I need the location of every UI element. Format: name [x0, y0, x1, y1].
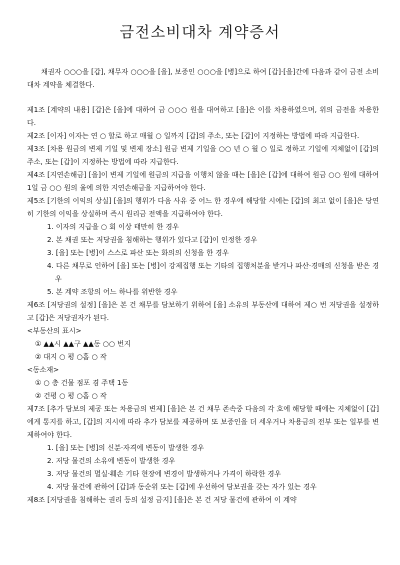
document-title: 금전소비대차 계약증서 [119, 23, 281, 41]
article-7-item: 4. 저당 물건에 관하여 [갑]과 동순위 또는 [갑]에 우선하여 담보권을 갖는 자가 있는 경우 [47, 483, 317, 491]
article-2: 제2조 [이자] 이자는 연 ○ 할로 하고 매월 ○ 일까지 [갑]의 주소, 또는 [갑]이 지정하는 방법에 따라 지급한다. [27, 132, 360, 140]
article-7-item: 2. 저당 물건의 소유에 변동이 발생한 경우 [47, 457, 176, 465]
article-5-item: 3. [을] 또는 [병]이 스스로 파산 또는 화의의 신청을 한 경우 [47, 249, 229, 257]
article-8: 제8조 [저당권을 침해하는 권리 등의 설정 금지] [을]은 본 건 저당 물건에 관하여 이 계약 [27, 496, 297, 504]
property-line: ② 대지 ○ 평 ○홉 ○ 작 [35, 353, 107, 361]
article-3: 제3조 [차용 원금의 변제 기일 및 변제 장소] 원금 변제 기일을 ○○ 년 ○ 월 ○ 일로 정하고 기일에 지체없이 [갑]의 주소, 또는 [갑]이 지정하는 방법에 따라 지급한다. [27, 145, 379, 166]
article-7: 제7조 [추가 담보의 제공 또는 차용금의 변제] [을]은 본 건 채무 존속중 다음의 각 호에 해당할 때에는 지체없이 [갑]에게 통지를 하고, [갑]의 지시에 따라 추가 담보를 제공하며 또 보증인을 더 세우거나 차용금의 전부 또는 일부를 변제하여야 한다. [27, 405, 379, 439]
building-line: ① ○ 층 건물 점포 겸 주택 1동 [35, 379, 129, 387]
intro-paragraph: 채권자 ○○○을 [갑], 채무자 ○○○을 [을], 보증인 ○○○을 [병]으로 하여 [갑]·[을]간에 다음과 같이 금전 소비대차 계약을 체결한다. [27, 68, 379, 89]
document-body [27, 66, 379, 507]
article-5-item: 2. 본 채권 또는 저당권을 침해하는 행위가 있다고 [갑]이 인정한 경우 [47, 236, 258, 244]
article-5-item: 4. 다른 채무로 인하여 [을] 또는 [병]이 강제집행 또는 기타의 집행처분을 받거나 파산·경매의 신청을 받은 경우 [47, 262, 379, 283]
article-7-item: 3. 저당 물건의 멸실·훼손 기타 현장에 변경이 발생하거나 가격이 하락한 경우 [47, 470, 282, 478]
article-5-item: 1. 이자의 지급을 ○ 회 이상 태만히 한 경우 [47, 223, 180, 231]
article-6: 제6조 [저당권의 설정] [을]은 본 건 채무를 담보하기 위하여 [을] 소유의 부동산에 대하여 제○ 번 저당권을 설정하고 [갑]은 저당권자가 된다. [27, 301, 379, 322]
article-7-item: 1. [을] 또는 [병]의 신분·자격에 변동이 발생한 경우 [47, 444, 205, 452]
article-4: 제4조 [지연손해금] [을]이 변제 기일에 원금의 지급을 이행치 않을 때는 [을]은 [갑]에 대하여 원금 ○○ 원에 대하여 1일 금 ○○ 원의 율에 의한 지연손해금을 지급하여야 한다. [27, 171, 379, 192]
article-5: 제5조 [기한의 이익의 상실] [을]의 행위가 다음 사유 중 어느 한 경우에 해당할 시에는 [갑]의 최고 없이 [을]은 당연히 기한의 이익을 상실하며 즉시 원리금 전액을 지급하여야 한다. [27, 197, 379, 218]
building-header: <동소재> [27, 366, 60, 374]
article-1: 제1조 [계약의 내용] [갑]은 [을]에 대하여 금 ○○○ 원을 대여하고 [을]은 이를 차용하였으며, 위의 금전을 차용한다. [27, 106, 379, 127]
article-5-item: 5. 본 계약 조항의 어느 하나를 위반한 경우 [47, 288, 178, 296]
property-header: <부동산의 표시> [27, 327, 82, 335]
property-line: ① ▲▲시 ▲▲구 ▲▲동 ○○ 번지 [35, 340, 131, 348]
building-line: ② 건평 ○ 평 ○홉 ○ 작 [35, 392, 107, 400]
